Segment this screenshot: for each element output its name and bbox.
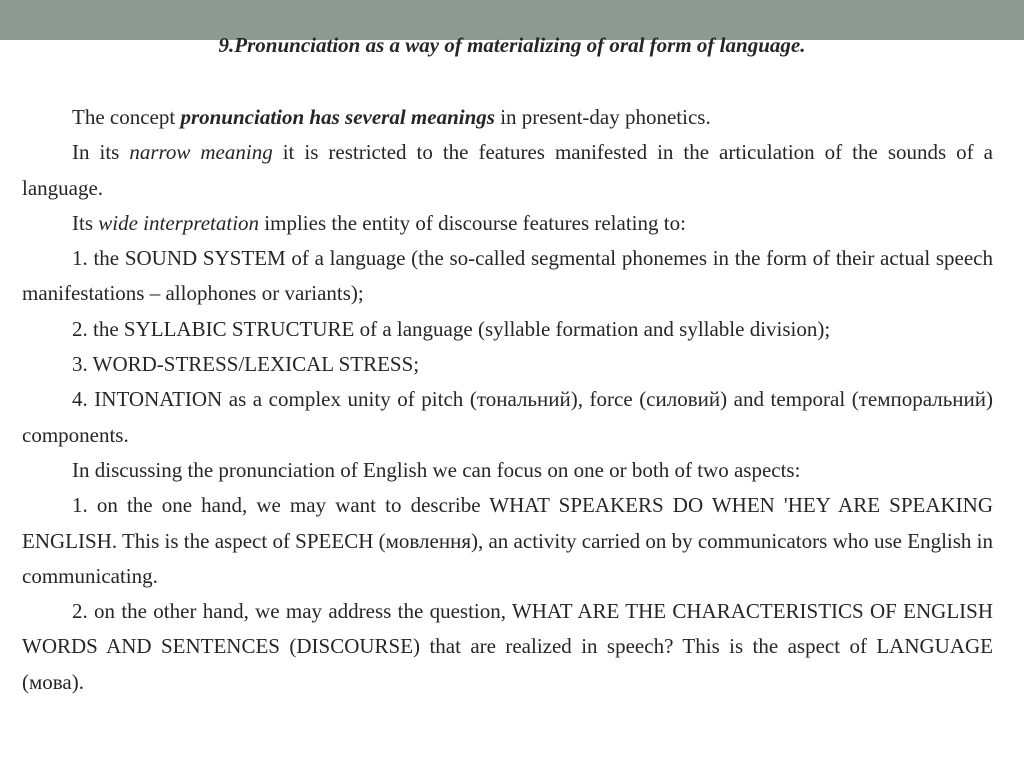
paragraph-concept-emphasis: pronunciation has several meanings (180, 105, 495, 129)
list-item-intonation: 4. INTONATION as a complex unity of pitch (тональний), force (силовий) and temporal (темпоральний) components. (22, 387, 993, 447)
list-item-sound-system: 1. the SOUND SYSTEM of a language (the so-called segmental phonemes in the form of their actual speech manifestations – allophones or variants); (22, 246, 993, 306)
paragraph-narrow-lead: In its (72, 140, 130, 165)
aspect-speech: 1. on the one hand, we may want to describe WHAT SPEAKERS DO WHEN 'HEY ARE SPEAKING ENGLISH. This is the aspect of SPEECH (мовлення), an activity carried on by communicators who use English in communicating. (22, 493, 993, 588)
paragraph-narrow-emphasis: narrow meaning (129, 140, 273, 165)
aspect-language: 2. on the other hand, we may address the question, WHAT ARE THE CHARACTERISTICS OF ENGLISH WORDS AND SENTENCES (DISCOURSE) that are realized in speech? This is the aspect of LANGUAGE (мова). (22, 599, 993, 694)
paragraph-narrow-meaning (22, 135, 993, 206)
list-item-word-stress: 3. WORD-STRESS/LEXICAL STRESS; (72, 352, 420, 377)
paragraph-concept-lead: The concept (72, 105, 181, 129)
paragraph-wide-emphasis: wide interpretation (98, 210, 260, 235)
slide-title: 9.Pronunciation as a way of materializing of oral form of language. (218, 33, 806, 57)
paragraph-narrow-tail: it is restricted to the features manifested in the articulation of the sounds of a language. (22, 140, 993, 200)
paragraph-wide-tail: implies the entity of discourse features relating to: (259, 210, 686, 235)
paragraph-concept-tail: in present-day phonetics. (494, 105, 711, 129)
paragraph-two-aspects: In discussing the pronunciation of English we can focus on one or both of two aspects: (72, 457, 801, 482)
list-item-syllabic-structure: 2. the SYLLABIC STRUCTURE of a language (syllable formation and syllable division); (72, 316, 831, 341)
paragraph-wide-interpretation (22, 206, 993, 241)
slide-body (22, 100, 993, 700)
paragraph-concept (22, 100, 993, 135)
paragraph-wide-lead: Its (72, 210, 99, 235)
